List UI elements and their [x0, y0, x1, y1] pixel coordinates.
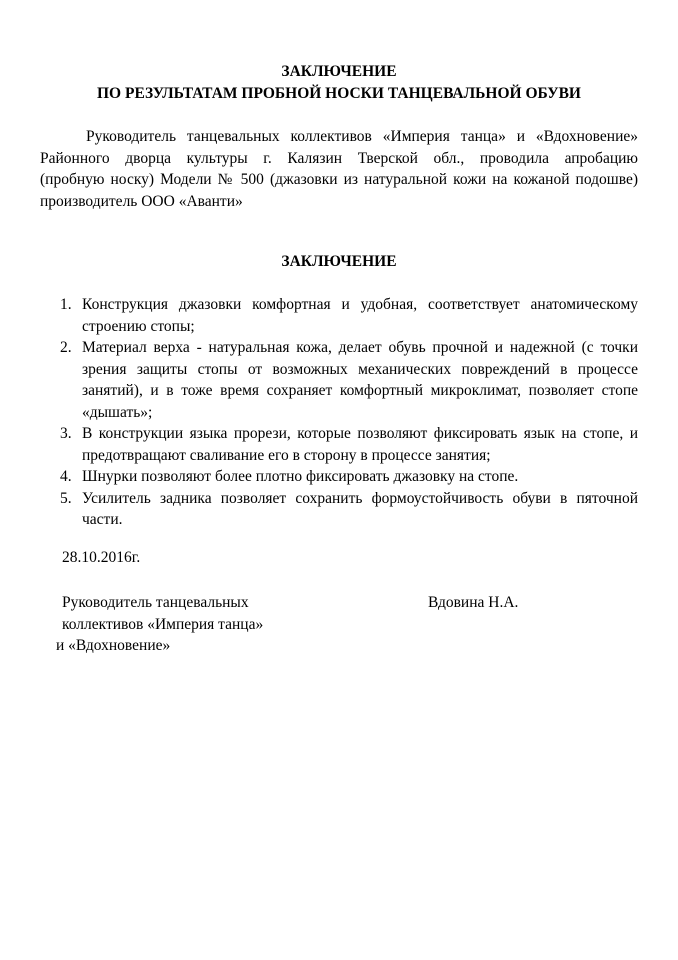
document-title: ЗАКЛЮЧЕНИЕ — [281, 63, 397, 80]
list-item-number: 3. — [60, 425, 72, 442]
intro-line: производитель ООО «Аванти» — [40, 192, 243, 210]
intro-line: (пробную носку) Модели № 500 (джазовки из натуральной кожи на кожаной подошве) — [40, 171, 638, 188]
document-date: 28.10.2016г. — [62, 549, 141, 566]
list-item-line: Усилитель задника позволяет сохранить формоустойчивость обуви в пяточной — [82, 489, 638, 507]
list-item-line: части. — [82, 511, 123, 528]
list-item-line: строению стопы; — [82, 317, 195, 335]
list-item — [40, 294, 638, 337]
list-item-number: 4. — [60, 468, 72, 485]
intro-line: Районного дворца культуры г. Калязин Тверской обл., проводила апробацию — [40, 149, 638, 167]
signatory-role-line: Руководитель танцевальных — [62, 594, 249, 611]
signatory-role-line: и «Вдохновение» — [56, 637, 171, 654]
list-item — [40, 488, 638, 531]
list-item-line: Конструкция джазовки комфортная и удобная, соответствует анатомическому — [82, 296, 638, 313]
signatory-role — [56, 592, 322, 657]
list-item-line: предотвращают сваливание его в сторону в процессе занятия; — [82, 446, 491, 464]
list-item-line: зрения защиты стопы от возможных механических повреждений в процессе — [82, 360, 638, 378]
conclusion-list — [40, 294, 638, 531]
conclusion-heading: ЗАКЛЮЧЕНИЕ — [281, 253, 397, 270]
list-item-line: занятий), и в тоже время сохраняет комфортный микроклимат, позволяет стопе — [82, 382, 638, 399]
list-item-line: Материал верха - натуральная кожа, делает обувь прочной и надежной (с точки — [82, 339, 638, 356]
signatory-name: Вдовина Н.А. — [428, 594, 519, 611]
list-item-number: 1. — [60, 296, 72, 313]
list-item-number: 2. — [60, 339, 72, 356]
list-item-line: В конструкции языка прорези, которые позволяют фиксировать язык на стопе, и — [82, 425, 638, 442]
list-item — [40, 423, 638, 466]
list-item — [40, 466, 638, 488]
list-item-line: Шнурки позволяют более плотно фиксировать джазовку на стопе. — [82, 468, 519, 485]
document-subtitle-heading: ПО РЕЗУЛЬТАТАМ ПРОБНОЙ НОСКИ ТАНЦЕВАЛЬНОЙ ОБУВИ — [97, 85, 581, 102]
signatory-role-line: коллективов «Империя танца» — [62, 615, 264, 633]
intro-paragraph — [40, 126, 638, 212]
intro-line: Руководитель танцевальных коллективов «Империя танца» и «Вдохновение» — [86, 128, 638, 145]
list-item — [40, 337, 638, 423]
list-item-line: «дышать»; — [82, 403, 153, 421]
list-item-number: 5. — [60, 489, 72, 507]
